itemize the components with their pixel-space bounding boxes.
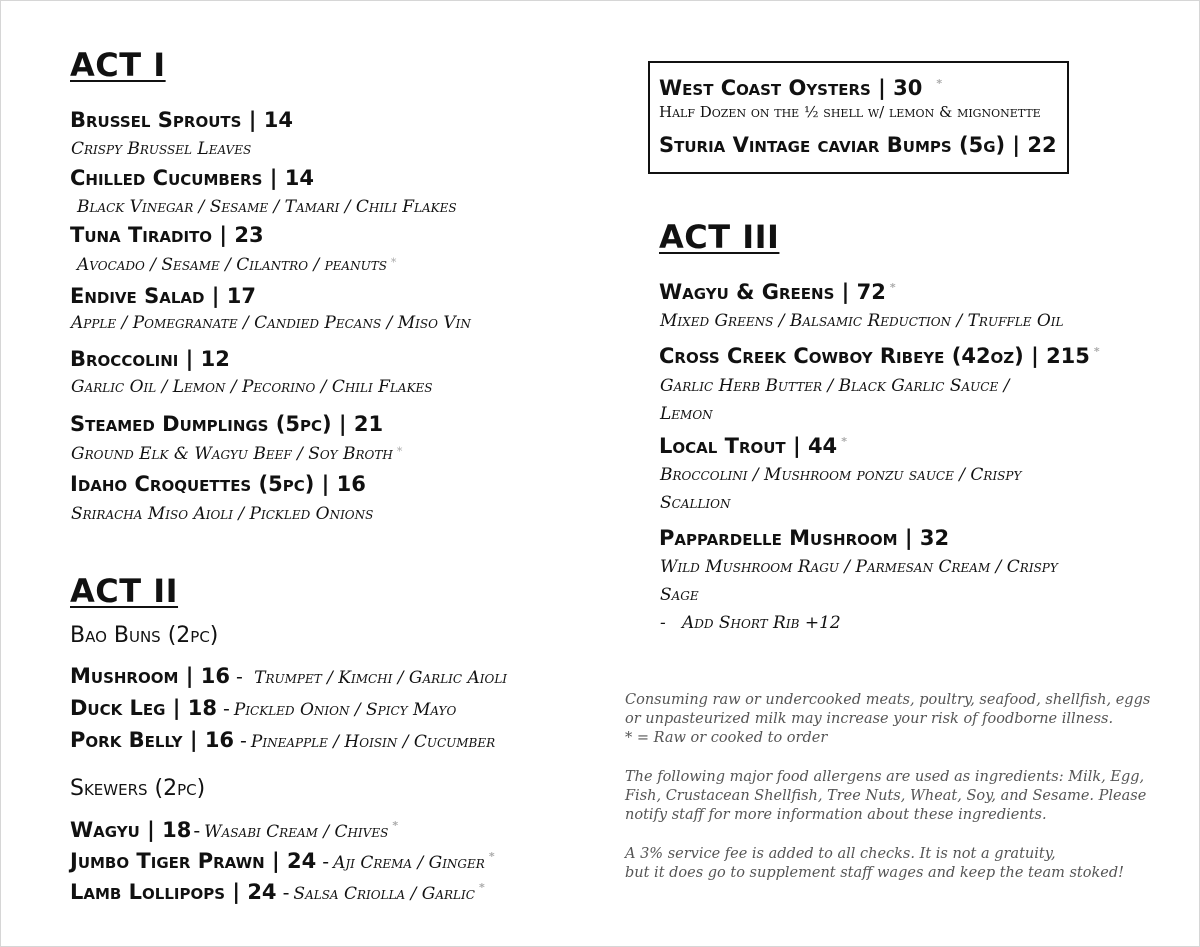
menu-item-name: Local Trout | 44 * xyxy=(659,434,847,458)
menu-item-desc: Mixed Greens / Balsamic Reduction / Truffle Oil xyxy=(660,311,1064,331)
menu-item-desc: Avocado / Sesame / Cilantro / peanuts * xyxy=(77,255,397,275)
raw-order-star: * xyxy=(841,435,847,448)
service-fee-notice: A 3% service fee is added to all checks. It is not a gratuity, but it does go to supplement staff wages and keep the team stoked! xyxy=(625,846,1124,881)
raw-order-star: * xyxy=(390,256,397,269)
menu-item-addon: - Add Short Rib +12 xyxy=(660,613,841,633)
menu-item-name: Tuna Tiradito | 23 xyxy=(70,223,264,247)
skewers-title: Skewers (2pc) xyxy=(70,776,206,801)
menu-item-desc: Scallion xyxy=(660,493,731,513)
menu-item-name: Wagyu & Greens | 72 * xyxy=(659,280,896,304)
menu-item: Pork Belly | 16 - Pineapple / Hoisin / Cucumber xyxy=(70,728,496,752)
raw-order-star: * xyxy=(1093,345,1100,358)
menu-item-name: Cross Creek Cowboy Ribeye (42oz) | 215 * xyxy=(659,344,1100,368)
raw-order-star: * xyxy=(936,77,943,90)
raw-order-star: * xyxy=(889,281,896,294)
menu-item-desc: Sriracha Miso Aioli / Pickled Onions xyxy=(71,504,374,524)
menu-item-desc: Black Vinegar / Sesame / Tamari / Chili Flakes xyxy=(77,197,457,217)
act1-heading: ACT I xyxy=(70,46,166,84)
menu-item: Mushroom | 16 - Trumpet / Kimchi / Garlic Aioli xyxy=(70,664,508,688)
raw-order-star: * xyxy=(392,819,399,832)
menu-item-desc: Lemon xyxy=(660,404,713,424)
menu-item: Duck Leg | 18 - Pickled Onion / Spicy Mayo xyxy=(70,696,457,720)
menu-item: Lamb Lollipops | 24 - Salsa Criolla / Garlic * xyxy=(70,880,485,904)
menu-item-name: Steamed Dumplings (5pc) | 21 xyxy=(70,412,384,436)
menu-item-name: Pappardelle Mushroom | 32 xyxy=(659,526,950,550)
raw-order-star: * xyxy=(488,850,495,863)
oysters-item: West Coast Oysters | 30 * xyxy=(659,76,943,100)
raw-warning: Consuming raw or undercooked meats, poultry, seafood, shellfish, eggs or unpasteurized milk may increase your risk of foodborne illness. * = Raw or cooked to order xyxy=(625,692,1151,746)
menu-item-desc: Apple / Pomegranate / Candied Pecans / Miso Vin xyxy=(71,313,471,333)
bao-buns-title: Bao Buns (2pc) xyxy=(70,623,219,648)
raw-order-star: * xyxy=(478,881,485,894)
menu-item-name: Idaho Croquettes (5pc) | 16 xyxy=(70,472,366,496)
menu-item-desc: Garlic Oil / Lemon / Pecorino / Chili Flakes xyxy=(71,377,433,397)
raw-order-star: * xyxy=(396,445,403,458)
menu-item-name: Brussel Sprouts | 14 xyxy=(70,108,293,132)
menu-item-desc: Garlic Herb Butter / Black Garlic Sauce / xyxy=(660,376,1010,396)
caviar-item: Sturia Vintage caviar Bumps (5g) | 22 xyxy=(659,133,1057,157)
menu-item-name: Chilled Cucumbers | 14 xyxy=(70,166,314,190)
legal-notes xyxy=(625,691,1165,903)
menu-item-desc: Crispy Brussel Leaves xyxy=(71,139,252,159)
menu-item-desc: Broccolini / Mushroom ponzu sauce / Crispy xyxy=(660,465,1022,485)
menu-item: Jumbo Tiger Prawn | 24 - Aji Crema / Ginger * xyxy=(70,849,495,873)
menu-item-name: Broccolini | 12 xyxy=(70,347,230,371)
act2-heading: ACT II xyxy=(70,572,179,610)
act3-heading: ACT III xyxy=(659,218,780,256)
allergen-notice: The following major food allergens are used as ingredients: Milk, Egg, Fish, Crustacean Shellfish, Tree Nuts, Wheat, Soy, and Sesame. Please notify staff for more information about these ingredients. xyxy=(625,769,1147,823)
menu-item-desc: Wild Mushroom Ragu / Parmesan Cream / Crispy xyxy=(660,557,1058,577)
menu-item-name: Endive Salad | 17 xyxy=(70,284,256,308)
menu-item-desc: Sage xyxy=(660,585,699,605)
menu-item: Wagyu | 18 - Wasabi Cream / Chives * xyxy=(70,818,399,842)
oysters-desc: Half Dozen on the ½ shell w/ lemon & mignonette xyxy=(659,103,1041,121)
menu-item-desc: Ground Elk & Wagyu Beef / Soy Broth * xyxy=(71,444,403,464)
